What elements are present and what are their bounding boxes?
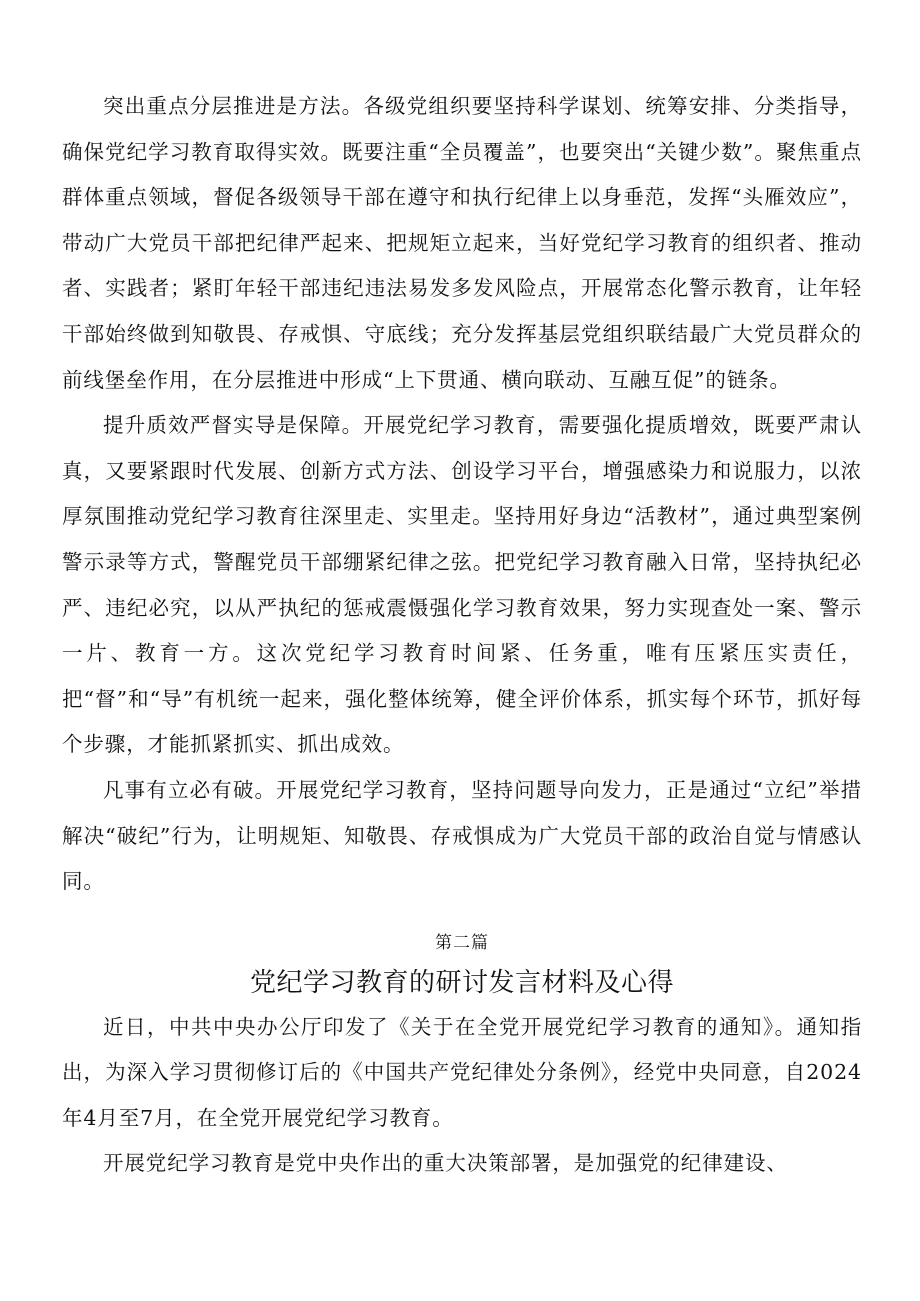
paragraph-quality-supervision: 提升质效严督实导是保障。开展党纪学习教育，需要强化提质增效，既要严肃认真，又要紧跟时代发展、创新方式方法、创设学习平台，增强感染力和说服力，以浓厚氛围推动党纪学习教育往深里走、实里走。坚持用好身边“活教材”，通过典型案例警示录等方式，警醒党员干部绷紧纪律之弦。把党纪学习教育融入日常，坚持执纪必严、违纪必究，以从严执纪的惩戒震慑强化学习教育效果，努力实现查处一案、警示一片、教育一方。这次党纪学习教育时间紧、任务重，唯有压紧压实责任，把“督”和“导”有机统一起来，强化整体统筹，健全评价体系，抓实每个环节，抓好每个步骤，才能抓紧抓实、抓出成效。 — [62, 413, 862, 757]
paragraph-notice-issued: 近日，中共中央办公厅印发了《关于在全党开展党纪学习教育的通知》。通知指出，为深入学习贯彻修订后的《中国共产党纪律处分条例》，经党中央同意，自2024年4月至7月，在全党开展党纪学习教育。 — [62, 1014, 862, 1130]
document-title: 党纪学习教育的研讨发言材料及心得 — [249, 967, 674, 998]
document-page — [62, 84, 862, 1187]
paragraph-establish-and-break: 凡事有立必有破。开展党纪学习教育，坚持问题导向发力，正是通过“立纪”举措解决“破纪”行为，让明规矩、知敬畏、存戒惧成为广大党员干部的政治自觉与情感认同。 — [62, 777, 862, 894]
section-label: 第二篇 — [435, 932, 489, 953]
paragraph-layered-advance: 突出重点分层推进是方法。各级党组织要坚持科学谋划、统筹安排、分类指导，确保党纪学习教育取得实效。既要注重“全员覆盖”，也要突出“关键少数”。聚焦重点群体重点领域，督促各级领导干部在遵守和执行纪律上以身垂范，发挥“头雁效应”，带动广大党员干部把纪律严起来、把规矩立起来，当好党纪学习教育的组织者、推动者、实践者；紧盯年轻干部违纪违法易发多发风险点，开展常态化警示教育，让年轻干部始终做到知敬畏、存戒惧、守底线；充分发挥基层党组织联结最广大党员群众的前线堡垒作用，在分层推进中形成“上下贯通、横向联动、互融互促”的链条。 — [62, 94, 862, 392]
paragraph-major-decision: 开展党纪学习教育是党中央作出的重大决策部署，是加强党的纪律建设、 — [103, 1151, 788, 1176]
